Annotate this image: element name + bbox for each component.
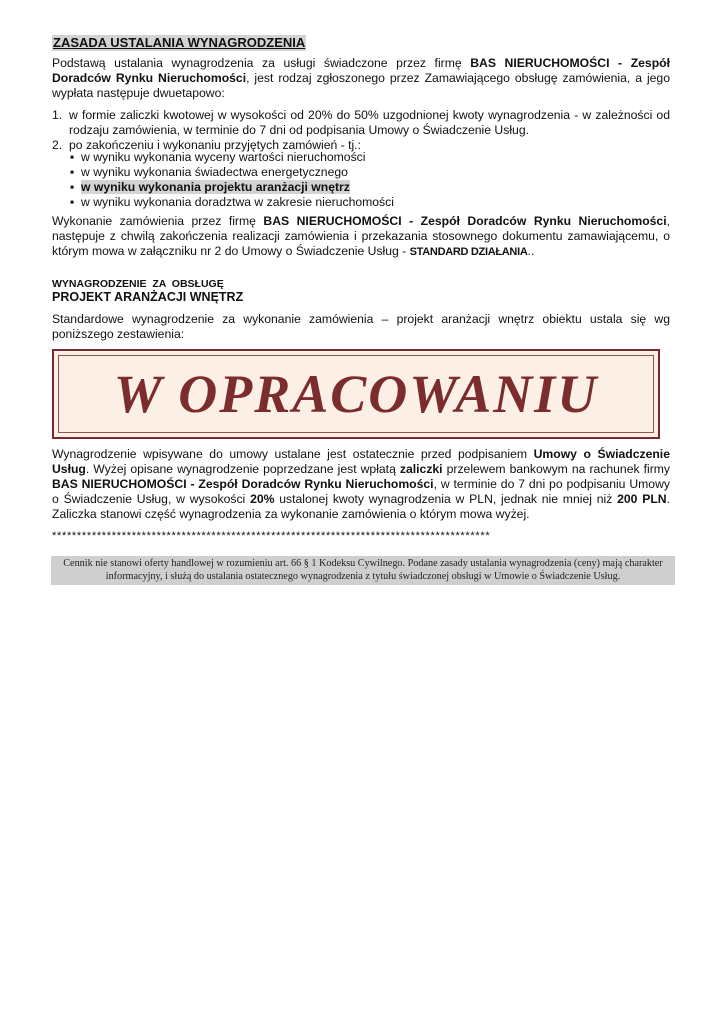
list-number: 2.: [52, 138, 63, 152]
execution-paragraph: Wykonanie zamówienia przez firmę BAS NIERUCHOMOŚCI - Zespół Doradców Rynku Nieruchomości, następuje z chwilą zakończenia realizacji zamówienia i przekazania stosownego dokumentu zamawiającemu, o którym mowa w załączniku nr 2 do Umowy o Świadczenie Usług - STANDARD DZIAŁANIA..: [52, 214, 670, 258]
contract-name: Umowy o Świadczenie Usług: [52, 447, 670, 476]
intro-text-2: , jest rodzaj zgłoszonego przez Zamawiającego obsługę zamówienia, a jego wypłata następuje dwuetapowo:: [52, 71, 670, 100]
bullet-item: ▪ w wyniku wykonania doradztwa w zakresie nieruchomości: [70, 195, 394, 209]
closing-paragraph: Wynagrodzenie wpisywane do umowy ustalane jest ostatecznie przed podpisaniem Umowy o Świadczenie Usług. Wyżej opisane wynagrodzenie poprzedzane jest wpłatą zaliczki przelewem bankowym na rachunek firmy BAS NIERUCHOMOŚCI - Zespół Doradców Rynku Nieruchomości, w terminie do 7 dni po podpisaniu Umowy o Świadczenie Usług, w wysokości 20% ustalonej kwoty wynagrodzenia w PLN, jednak nie mniej niż 200 PLN. Zaliczka stanowi część wynagrodzenia za wykonanie zamówienia o którym mowa wyżej.: [52, 447, 671, 521]
list-item-text: w formie zaliczki kwotowej w wysokości od 20% do 50% uzgodnionej kwoty wynagrodzenia - w zależności od rodzaju zamówienia, w terminie do 7 dni od podpisania Umowy o Świadczenie Usług.: [69, 108, 670, 137]
company-name: BAS NIERUCHOMOŚCI - Zespół Doradców Rynku Nieruchomości: [263, 214, 667, 228]
bullet-icon: ▪: [70, 195, 75, 209]
bullet-icon: ▪: [70, 165, 75, 179]
section-intro: Standardowe wynagrodzenie za wykonanie zamówienia – projekt aranżacji wnętrz obiektu ustala się wg poniższego zestawienia:: [52, 312, 670, 341]
bullet-icon: ▪: [70, 150, 75, 164]
completion-bullets: [69, 150, 394, 210]
intro-text-1: Podstawą ustalania wynagrodzenia za usługi świadczone przez firmę: [52, 56, 471, 70]
advance-percent: 20%: [250, 492, 275, 506]
bullet-item: ▪ w wyniku wykonania wyceny wartości nieruchomości: [70, 150, 366, 164]
disclaimer-footnote: Cennik nie stanowi oferty handlowej w rozumieniu art. 66 § 1 Kodeksu Cywilnego. Podane zasady ustalania wynagrodzenia (ceny) mają charakter informacyjny, i służą do ustalania ostatecznego wynagrodzenia z tytułu świadczonej obsługi w Umowie o Świadczenie Usług.: [51, 556, 675, 585]
status-banner: [52, 349, 660, 439]
list-number: 1.: [52, 108, 63, 122]
bullet-icon: ▪: [70, 180, 75, 194]
status-banner-text: W OPRACOWANIU: [113, 363, 599, 424]
separator-line: ****************************************************************************************: [52, 530, 491, 542]
payment-stages-list: [52, 108, 670, 153]
list-item: [52, 108, 670, 138]
status-banner-frame: [58, 355, 654, 433]
section-subheading: PROJEKT ARANŻACJI WNĘTRZ: [52, 290, 244, 304]
company-name: BAS NIERUCHOMOŚCI - Zespół Doradców Rynku Nieruchomości: [52, 477, 434, 491]
intro-paragraph: [52, 56, 670, 101]
page-title: ZASADA USTALANIA WYNAGRODZENIA: [53, 35, 306, 50]
bullet-item: ▪ w wyniku wykonania świadectwa energetycznego: [70, 165, 348, 179]
bullet-item-highlighted: ▪ w wyniku wykonania projektu aranżacji wnętrz: [70, 180, 350, 194]
minimum-amount: 200 PLN: [617, 492, 667, 506]
standard-label: STANDARD DZIAŁANIA: [409, 246, 528, 258]
list-item-text: po zakończeniu i wykonaniu przyjętych zamówień - tj.:: [69, 138, 361, 152]
section-heading: WYNAGRODZENIE ZA OBSŁUGĘ: [52, 278, 224, 290]
advance-term: zaliczki: [399, 462, 443, 476]
company-name: BAS NIERUCHOMOŚCI - Zespół Doradców Rynku Nieruchomości: [52, 56, 670, 85]
